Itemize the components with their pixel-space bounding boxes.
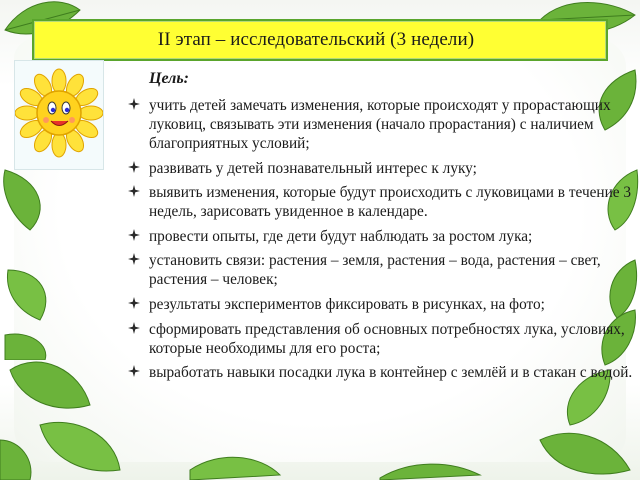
list-item [128,227,633,246]
sun-flower-icon [15,61,103,169]
list-item-text: выработать навыки посадки лука в контейнер с землёй и в стакан с водой. [149,364,633,382]
list-item [128,295,633,314]
list-item [128,159,633,178]
list-item [128,96,633,153]
title-banner [32,19,608,61]
list-item-text: результаты экспериментов фиксировать в рисунках, на фото; [149,295,545,313]
diamond-bullet-icon [128,322,140,334]
goal-list [128,96,633,388]
slide-title: II этап – исследовательский (3 недели) [157,29,475,50]
diamond-bullet-icon [128,365,140,377]
diamond-bullet-icon [128,185,140,197]
birch-leaf-icon [0,330,140,480]
list-item [128,251,633,289]
diamond-bullet-icon [128,98,140,110]
list-item [128,183,633,221]
diamond-bullet-icon [128,297,140,309]
list-item [128,363,633,382]
mascot-frame [14,60,104,170]
list-item-text: учить детей замечать изменения, которые происходят у прорастающих луковиц, связывать эти изменения (начало прорастания) с наличием благоприятных условий; [149,97,611,152]
diamond-bullet-icon [128,161,140,173]
list-item-text: выявить изменения, которые будут происходить с луковицами в течение 3 недель, зарисовать увиденное в календаре. [149,184,632,221]
birch-leaf-icon [180,430,510,480]
list-item-text: провести опыты, где дети будут наблюдать за ростом лука; [149,227,533,245]
list-item-text: сформировать представления об основных потребностях лука, условиях, которые необходимы для его роста; [149,320,625,357]
list-item-text: установить связи: растения – земля, растения – вода, растения – свет, растения – человек; [149,252,601,289]
diamond-bullet-icon [128,253,140,265]
list-item [128,320,633,358]
goal-label: Цель: [149,70,189,87]
list-item-text: развивать у детей познавательный интерес к луку; [149,159,477,177]
diamond-bullet-icon [128,229,140,241]
